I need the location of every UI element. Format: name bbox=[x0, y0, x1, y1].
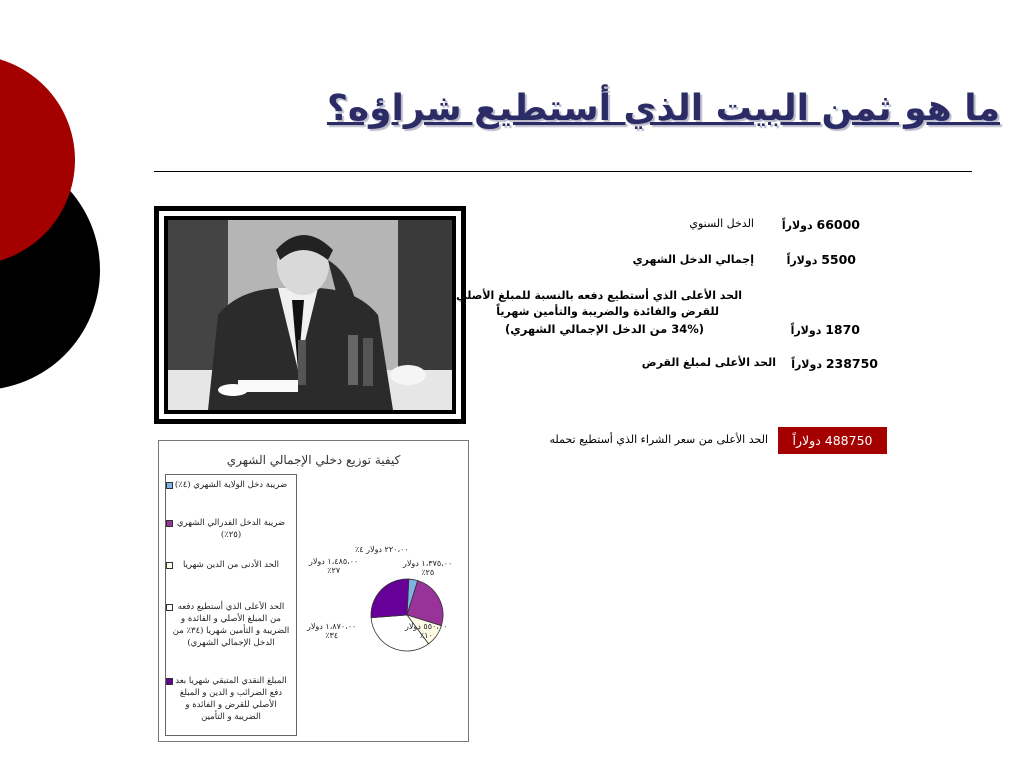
legend-item-federal-tax bbox=[172, 517, 290, 541]
max-loan-amount: 238750 bbox=[825, 356, 878, 371]
max-payment-line1: الحد الأعلى الذي أستطيع دفعه بالنسبة للمبلغ الأصلي bbox=[456, 289, 742, 302]
max-payment-note: (34% من الدخل الإجمالي الشهري) bbox=[504, 322, 704, 336]
chart-title: كيفية توزيع دخلي الإجمالي الشهري bbox=[226, 453, 401, 467]
legend-label: المبلغ النقدي المتبقي شهريا بعد دفع الضرائب و الدين و المبلغ الأصلي للقرض و الفائدة و الضريبة و التأمين bbox=[175, 676, 287, 722]
annual-income-label: الدخل السنوي bbox=[689, 217, 754, 230]
decorative-circles bbox=[0, 0, 110, 420]
legend-item-max-payment bbox=[172, 601, 290, 649]
legend-item-remaining-cash bbox=[172, 675, 290, 723]
annual-income-line bbox=[782, 217, 860, 232]
max-payment-line2: للقرض والفائدة والضريبة والتأمين شهرياً bbox=[496, 305, 719, 318]
legend-swatch bbox=[166, 604, 173, 611]
monthly-income-line bbox=[787, 252, 856, 267]
max-price-currency: دولاراً bbox=[792, 433, 821, 448]
title-divider bbox=[154, 171, 972, 172]
businessman-at-desk-photo bbox=[168, 220, 452, 410]
photo-illustration bbox=[168, 220, 452, 410]
pie-label-max-payment: ١،٨٧٠،٠٠ دولار ٣٤٪ bbox=[307, 622, 357, 640]
max-payment-amount-line bbox=[791, 322, 860, 337]
pie-label-state-tax: ٢٢٠،٠٠ دولار ٤٪ bbox=[355, 545, 409, 554]
pie-label-federal-tax: ١،٣٧٥،٠٠ دولار ٢٥٪ bbox=[403, 559, 453, 577]
max-payment-amount: 1870 bbox=[825, 322, 860, 337]
income-distribution-chart bbox=[158, 440, 469, 742]
legend-label: ضريبة الدخل الفدرالي الشهري (٢٥٪) bbox=[176, 518, 286, 540]
photo-frame bbox=[154, 206, 466, 424]
max-loan-label: الحد الأعلى لمبلغ القرض bbox=[641, 356, 776, 369]
legend-swatch bbox=[166, 520, 173, 527]
legend-swatch bbox=[166, 482, 173, 489]
chart-legend bbox=[165, 474, 297, 736]
max-loan-currency: دولاراً bbox=[791, 358, 822, 371]
pie-label-remaining-cash: ١،٤٨٥،٠٠ دولار ٢٧٪ bbox=[309, 557, 359, 575]
max-loan-amount-line bbox=[791, 356, 878, 371]
legend-label: ضريبة دخل الولاية الشهري (٤٪) bbox=[174, 480, 288, 490]
max-payment-currency: دولاراً bbox=[790, 324, 822, 337]
max-price-amount: 488750 bbox=[824, 433, 873, 448]
monthly-income-amount: 5500 bbox=[821, 252, 856, 267]
legend-label: الحد الأعلى الذي أستطيع دفعه من المبلغ الأصلي و الفائدة و الضريبة و التأمين شهريا (٣٤٪ من الدخل الإجمالي الشهري) bbox=[172, 602, 290, 648]
pie-label-min-debt: ٥٥٠،٠٠ دولار ١٠٪ bbox=[405, 622, 448, 640]
max-price-label: الحد الأعلى من سعر الشراء الذي أستطيع تحمله bbox=[549, 433, 768, 446]
legend-swatch bbox=[166, 678, 173, 685]
pie-slice-remaining-cash bbox=[371, 579, 409, 618]
legend-item-min-debt bbox=[172, 559, 290, 571]
legend-item-state-tax bbox=[172, 479, 290, 491]
annual-income-amount: 66000 bbox=[816, 217, 860, 232]
monthly-income-currency: دولاراً bbox=[786, 254, 818, 267]
monthly-income-label: إجمالي الدخل الشهري bbox=[632, 253, 754, 266]
max-price-badge bbox=[778, 427, 887, 454]
annual-income-currency: دولاراً bbox=[781, 219, 813, 232]
legend-swatch bbox=[166, 562, 173, 569]
legend-label: الحد الأدنى من الدين شهريا bbox=[182, 560, 280, 570]
slide-title: ما هو ثمن البيت الذي أستطيع شراؤه؟ bbox=[326, 88, 1000, 129]
